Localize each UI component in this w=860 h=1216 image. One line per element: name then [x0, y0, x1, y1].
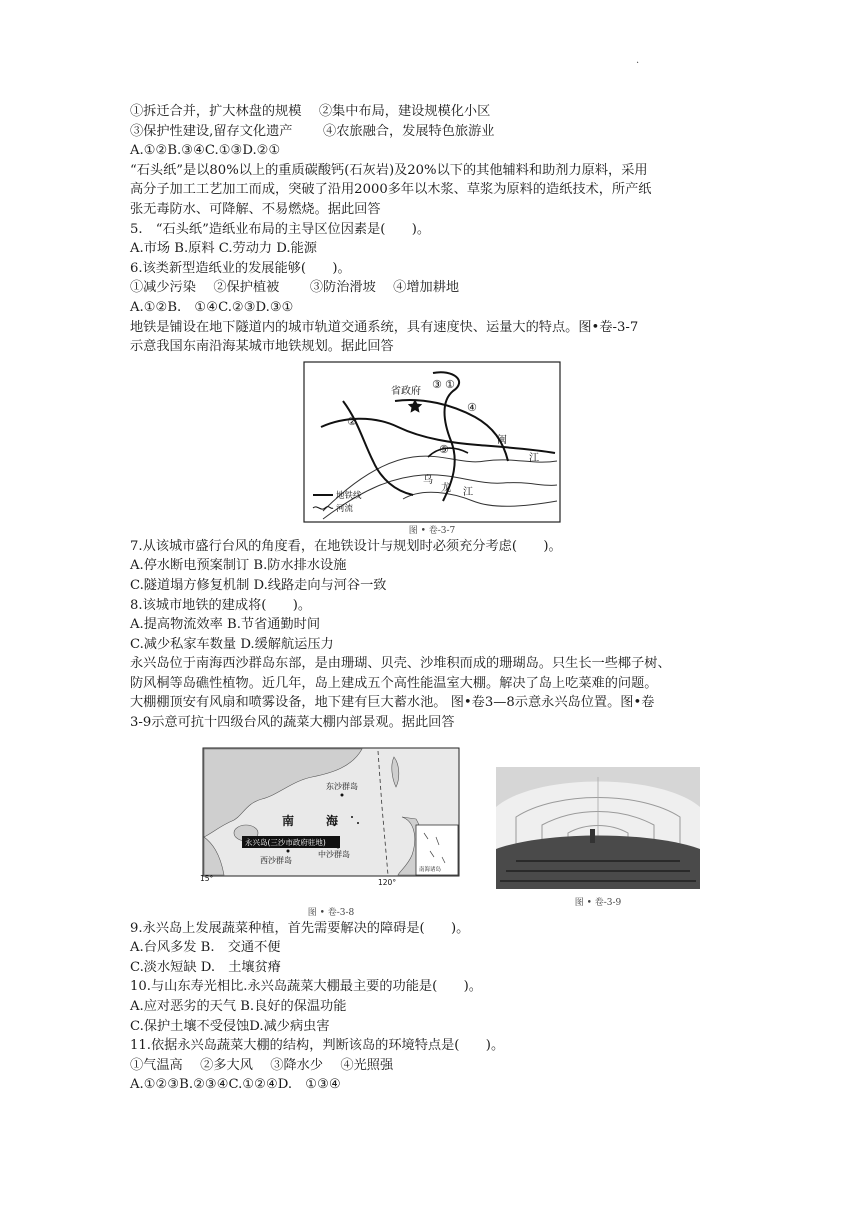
- label-nan: 南: [282, 813, 295, 828]
- q10-choices-line2: C.保护土壤不受侵蚀D.减少病虫害: [130, 1018, 330, 1034]
- metro-map-figure: [303, 361, 561, 537]
- label-xisha: 西沙群岛: [260, 855, 292, 865]
- stone-paper-passage-line1: “石头纸”是以80%以上的重质碳酸钙(石灰岩)及20%以下的其他辅料和助剂力原料，采用: [130, 162, 648, 178]
- reef-dot-2: [357, 822, 359, 824]
- q10-stem: 10.与山东寿光相比.永兴岛蔬菜大棚最主要的功能是( )。: [130, 979, 482, 995]
- label-wu: 乌: [423, 474, 433, 486]
- metro-passage-line2: 示意我国东南沿海某城市地铁规划。据此回答: [130, 339, 394, 355]
- q11-choices: A.①②③B.②③④C.①②④D. ①③④: [130, 1077, 341, 1093]
- label-jiang-bottom: 江: [463, 486, 473, 498]
- q5-choices: A.市场 B.原料 C.劳动力 D.能源: [130, 241, 317, 257]
- label-line-2: ②: [347, 414, 357, 428]
- xisha-dot: [287, 849, 290, 852]
- label-line-4: ④: [467, 400, 477, 414]
- q10-choices-line1: A.应对恶劣的天气 B.良好的保温功能: [130, 999, 347, 1015]
- yongxing-passage-line3: 大棚棚顶安有风扇和喷雾设备，地下建有巨大蓄水池。 图•卷3—8示意永兴岛位置。图•卷: [130, 695, 655, 711]
- q9-stem: 9.永兴岛上发展蔬菜种植，首先需要解决的障碍是( )。: [130, 920, 470, 936]
- q4-options-line1: ①拆迁合并，扩大林盘的规模 ②集中布局，建设规模化小区: [130, 104, 491, 119]
- q7-choices-line1: A.停水断电预案制订 B.防水排水设施: [130, 558, 347, 574]
- q6-options: ①减少污染 ②保护植被 ③防治滑坡 ④增加耕地: [130, 280, 460, 296]
- greenhouse-photo-figure: [496, 767, 700, 910]
- label-inset: 南海诸岛: [419, 866, 442, 873]
- q5-stem: 5. “石头纸”造纸业布局的主导区位因素是( )。: [130, 221, 431, 237]
- q7-choices-line2: C.隧道塌方修复机制 D.线路走向与河谷一致: [130, 577, 387, 593]
- label-min: 闽: [497, 434, 507, 446]
- metro-map-svg: [303, 361, 561, 523]
- south-sea-map-figure: [202, 747, 460, 920]
- q4-choices: A.①②B.③④C.①③D.②①: [130, 143, 281, 159]
- label-lat-15: 15°: [200, 873, 214, 883]
- greenhouse-photo-svg: [496, 767, 700, 889]
- q9-choices-line2: C.淡水短缺 D. 土壤贫瘠: [130, 959, 281, 975]
- q8-choices-line2: C.减少私家车数量 D.缓解航运压力: [130, 636, 334, 652]
- south-sea-map-svg: [202, 747, 460, 899]
- label-line-3: ③: [432, 377, 442, 391]
- label-hai: 海: [326, 813, 339, 828]
- dongsha-dot: [341, 793, 344, 796]
- yongxing-passage-line1: 永兴岛位于南海西沙群岛东部，是由珊瑚、贝壳、沙堆积而成的珊瑚岛。只生长一些椰子树、: [130, 656, 671, 672]
- yongxing-passage-line2: 防风桐等岛礁性植物。近几年，岛上建成五个高性能温室大棚。解决了岛上吃菜难的问题。: [130, 675, 658, 691]
- document-body: [130, 102, 730, 1095]
- figures-3-8-3-9: [130, 739, 730, 919]
- page-mark: ·: [636, 58, 640, 69]
- q6-stem: 6.该类新型造纸业的发展能够( )。: [130, 260, 351, 276]
- worker-figure: [590, 829, 595, 843]
- legend-metro-label: 地铁线: [336, 490, 362, 501]
- yongxing-passage-line4: 3-9示意可抗十四级台风的蔬菜大棚内部景观。据此回答: [130, 715, 455, 731]
- q7-stem: 7.从该城市盛行台风的角度看，在地铁设计与规划时必须充分考虑( )。: [130, 538, 562, 554]
- figure-3-8-caption: 图 • 卷-3-8: [307, 908, 355, 919]
- label-dongsha: 东沙群岛: [326, 781, 358, 791]
- reef-dot-1: [351, 816, 353, 818]
- label-yongxing: 永兴岛(三沙市政府驻地): [245, 837, 326, 847]
- label-jiang-right: 江: [529, 452, 539, 464]
- label-line-5: ⑤: [439, 442, 449, 456]
- q11-stem: 11.依据永兴岛蔬菜大棚的结构，判断该岛的环境特点是( )。: [130, 1038, 505, 1054]
- q8-stem: 8.该城市地铁的建成将( )。: [130, 597, 312, 613]
- figure-3-9-caption: 图 • 卷-3-9: [574, 898, 622, 909]
- stone-paper-passage-line2: 高分子加工工艺加工而成，突破了沿用2000多年以木浆、草浆为原料的造纸技术，所产纸: [130, 182, 652, 198]
- label-province-gov: 省政府: [391, 385, 421, 397]
- label-line-1: ①: [445, 377, 455, 391]
- label-long: 龙: [441, 482, 451, 494]
- q4-options-line2: ③保护性建设,留存文化遗产 ④农旅融合，发展特色旅游业: [130, 123, 495, 139]
- q6-choices: A.①②B. ①④C.②③D.③①: [130, 299, 294, 315]
- stone-paper-passage-line3: 张无毒防水、可降解、不易燃烧。据此回答: [130, 201, 381, 217]
- q8-choices-line1: A.提高物流效率 B.节省通勤时间: [130, 617, 321, 633]
- legend-river-label: 河流: [336, 503, 354, 514]
- label-lon-120: 120°: [378, 877, 397, 887]
- figure-3-7-caption: 图 • 卷-3-7: [408, 525, 456, 536]
- metro-passage-line1: 地铁是铺设在地下隧道内的城市轨道交通系统，具有速度快、运量大的特点。图•卷-3-7: [130, 319, 639, 335]
- q9-choices-line1: A.台风多发 B. 交通不便: [130, 940, 281, 956]
- q11-options: ①气温高 ②多大风 ③降水少 ④光照强: [130, 1057, 394, 1073]
- label-zhongsha: 中沙群岛: [318, 849, 350, 859]
